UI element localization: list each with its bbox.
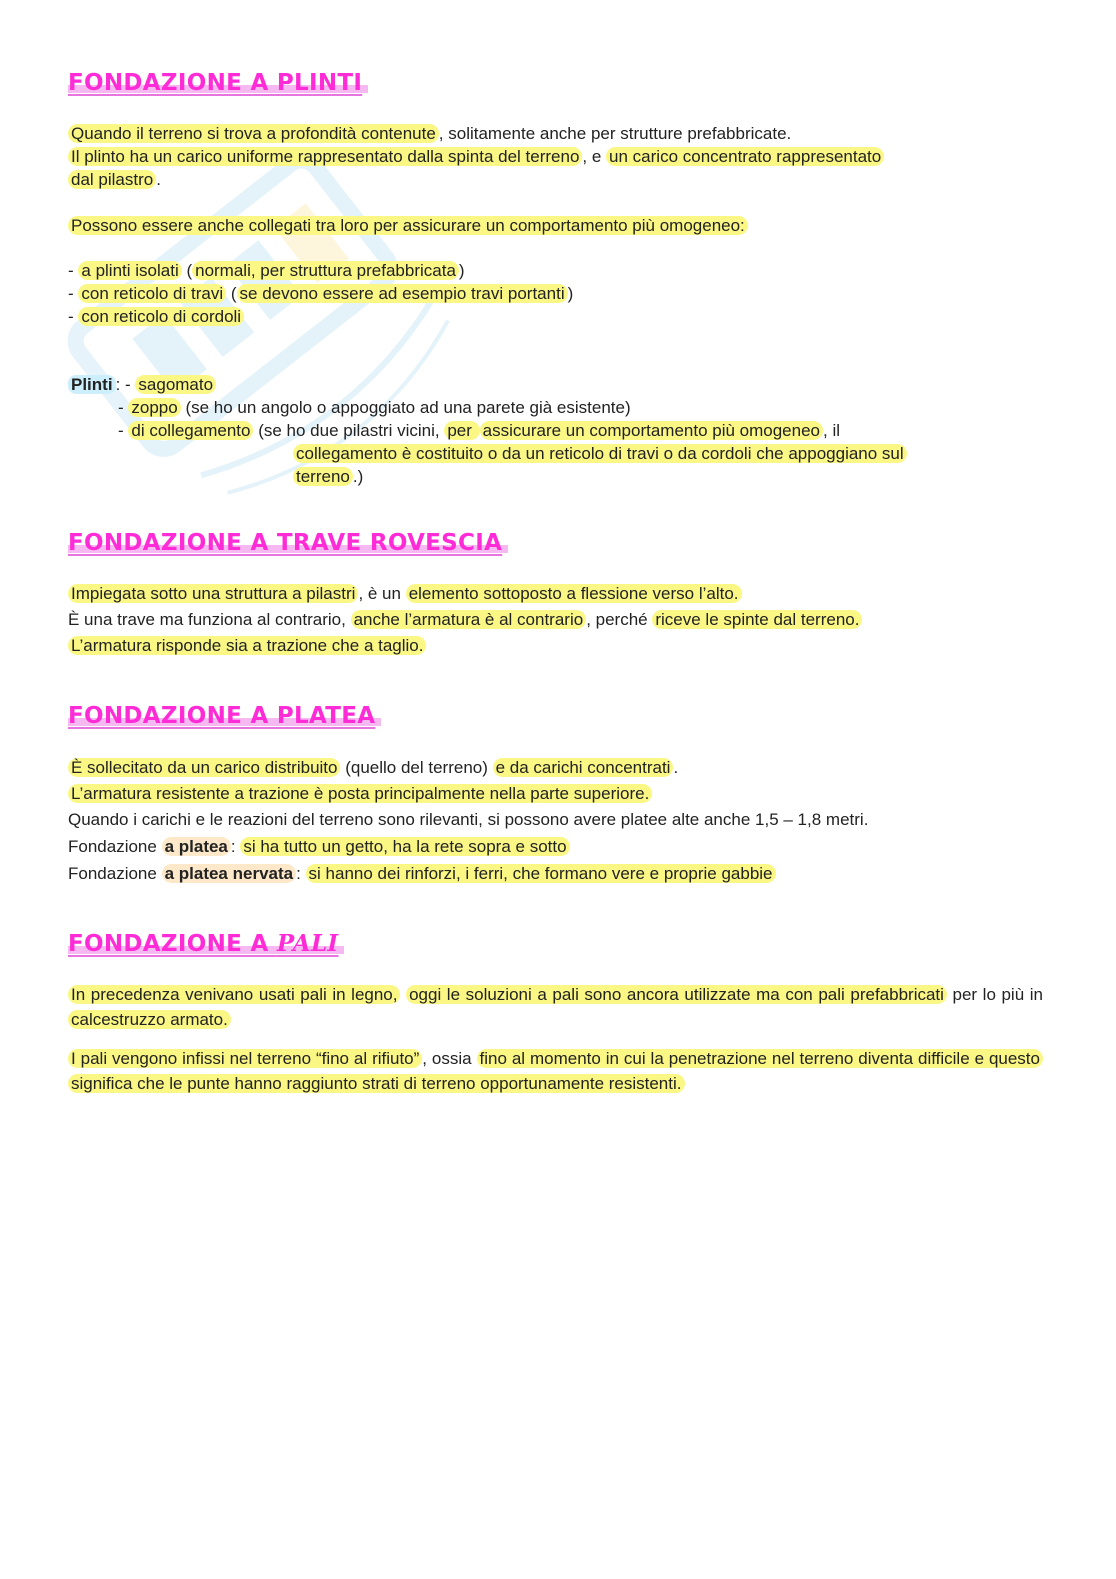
- paragraph: Quando i carichi e le reazioni del terreno sono rilevanti, si possono avere platee alte anche 1,5 – 1,8 metri.: [68, 810, 869, 829]
- section-title-pali: FONDAZIONE A PALI: [68, 930, 344, 957]
- paragraph: L’armatura risponde sia a trazione che a taglio.: [68, 634, 426, 657]
- list-item: - con reticolo di travi ( se devono essere ad esempio travi portanti ): [68, 284, 574, 303]
- paragraph: I pali vengono infissi nel terreno “fino al rifiuto” , ossia fino al momento in cui la penetrazione nel terreno diventa difficile e questo significa che le punte hanno raggiunto strati di terreno opportunamente resistenti.: [68, 1046, 1043, 1096]
- plinti-item: - di collegamento (se ho due pilastri vicini, per assicurare un comportamento più omogeneo , il: [118, 421, 841, 440]
- plinti-item: - zoppo (se ho un angolo o appoggiato ad una parete già esistente): [118, 398, 631, 417]
- paragraph: Fondazione a platea : si ha tutto un getto, ha la rete sopra e sotto: [68, 835, 570, 858]
- section-title-plinti: FONDAZIONE A PLINTI: [68, 70, 368, 96]
- paragraph: Il plinto ha un carico uniforme rappresentato dalla spinta del terreno , e un carico concentrato rappresentato: [68, 145, 884, 168]
- list-item: - con reticolo di cordoli: [68, 305, 244, 328]
- plinti-item-continued: terreno .): [293, 465, 363, 488]
- paragraph: Impiegata sotto una struttura a pilastri , è un elemento sottoposto a flessione verso l’alto.: [68, 582, 742, 605]
- paragraph: L’armatura resistente a trazione è posta principalmente nella parte superiore.: [68, 782, 652, 805]
- section-title-platea: FONDAZIONE A PLATEA: [68, 703, 381, 729]
- paragraph: È una trave ma funziona al contrario, anche l’armatura è al contrario , perché riceve le spinte dal terreno.: [68, 608, 862, 631]
- paragraph: In precedenza venivano usati pali in legno, oggi le soluzioni a pali sono ancora utilizzate ma con pali prefabbricati per lo più in calcestruzzo armato.: [68, 982, 1043, 1032]
- paragraph: Quando il terreno si trova a profondità contenute , solitamente anche per strutture prefabbricate.: [68, 122, 791, 145]
- plinti-list: Plinti : - sagomato: [68, 373, 216, 396]
- section-title-trave-rovescia: FONDAZIONE A TRAVE ROVESCIA: [68, 530, 508, 556]
- list-item: - a plinti isolati ( normali, per struttura prefabbricata ): [68, 261, 465, 280]
- paragraph: Fondazione a platea nervata : si hanno dei rinforzi, i ferri, che formano vere e proprie gabbie: [68, 862, 776, 885]
- paragraph: Possono essere anche collegati tra loro per assicurare un comportamento più omogeneo:: [68, 214, 748, 237]
- paragraph: È sollecitato da un carico distribuito (quello del terreno) e da carichi concentrati .: [68, 756, 678, 779]
- plinti-item-continued: collegamento è costituito o da un reticolo di travi o da cordoli che appoggiano sul: [293, 442, 907, 465]
- paragraph: dal pilastro .: [68, 168, 161, 191]
